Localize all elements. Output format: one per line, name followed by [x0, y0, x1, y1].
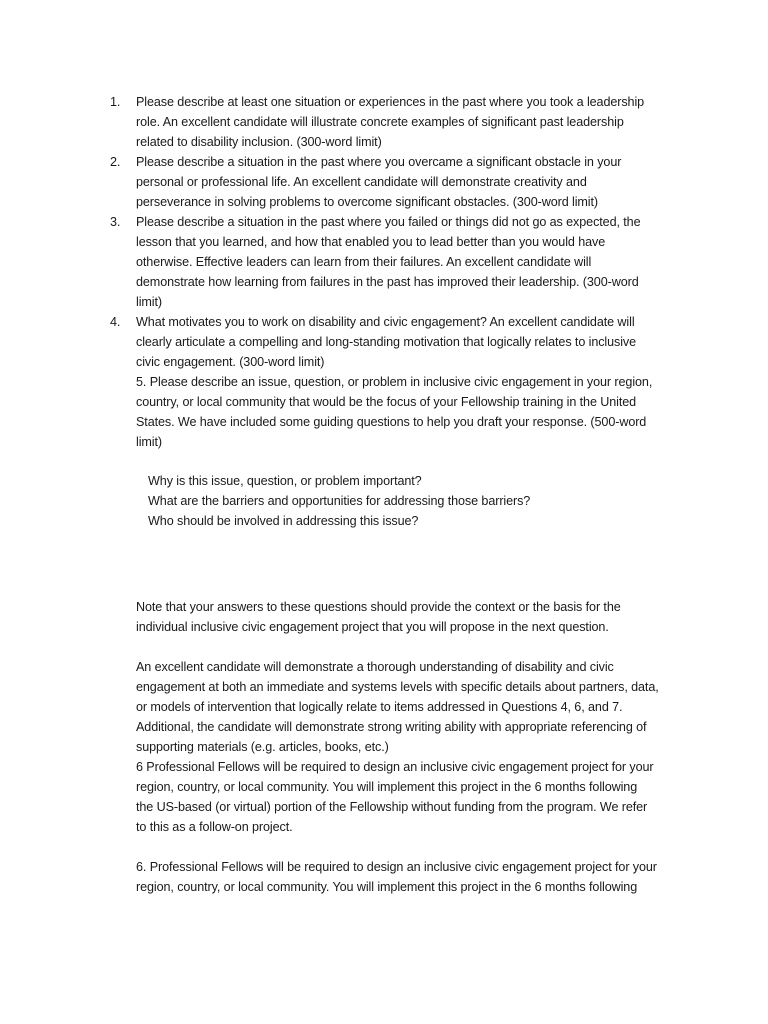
question-item-4	[110, 312, 670, 452]
question-line: perseverance in solving problems to overcome significant obstacles. (300-word limit)	[136, 195, 598, 209]
question-number: 1.	[110, 95, 121, 109]
question-line: What motivates you to work on disability and civic engagement? An excellent candidate will	[136, 315, 635, 329]
question-number: 4.	[110, 315, 121, 329]
question-line: country, or local community that would be the focus of your Fellowship training in the United	[136, 395, 637, 409]
guiding-question: Why is this issue, question, or problem important?	[148, 474, 422, 488]
note-paragraph	[136, 597, 681, 637]
question-line: Please describe a situation in the past where you overcame a significant obstacle in your	[136, 155, 622, 169]
question-line: States. We have included some guiding questions to help you draft your response. (500-word	[136, 415, 647, 429]
paragraph-line: An excellent candidate will demonstrate a thorough understanding of disability and civic	[136, 660, 614, 674]
guiding-questions	[148, 471, 668, 531]
question-list	[110, 92, 670, 452]
question-line: limit)	[136, 435, 162, 449]
question-line: Please describe at least one situation or experiences in the past where you took a leadership	[136, 95, 645, 109]
question-line: personal or professional life. An excellent candidate will demonstrate creativity and	[136, 175, 587, 189]
question-line: Please describe a situation in the past where you failed or things did not go as expected, the	[136, 215, 641, 229]
question-line: lesson that you learned, and how that enabled you to lead better than you would have	[136, 235, 606, 249]
question-item-3	[110, 212, 670, 312]
question-line: related to disability inclusion. (300-word limit)	[136, 135, 382, 149]
question-line: 5. Please describe an issue, question, or problem in inclusive civic engagement in your region,	[136, 375, 653, 389]
paragraph-line: engagement at both an immediate and systems levels with specific details about partners, data,	[136, 680, 659, 694]
question-6-paragraph	[136, 857, 681, 897]
paragraph-line: supporting materials (e.g. articles, books, etc.)	[136, 740, 389, 754]
question-line: civic engagement. (300-word limit)	[136, 355, 325, 369]
question-item-2	[110, 152, 670, 212]
question-number: 3.	[110, 215, 121, 229]
question-line: otherwise. Effective leaders can learn from their failures. An excellent candidate will	[136, 255, 592, 269]
paragraph-line: or models of intervention that logically relate to items addressed in Questions 4, 6, and 7.	[136, 700, 623, 714]
paragraph-line: 6 Professional Fellows will be required to design an inclusive civic engagement project for your	[136, 760, 654, 774]
question-line: limit)	[136, 295, 162, 309]
paragraph-line: Note that your answers to these questions should provide the context or the basis for the	[136, 600, 621, 614]
question-line: role. An excellent candidate will illustrate concrete examples of significant past leadership	[136, 115, 624, 129]
question-line: demonstrate how learning from failures in the past has improved their leadership. (300-word	[136, 275, 639, 289]
guiding-question: Who should be involved in addressing this issue?	[148, 514, 419, 528]
paragraph-line: Additional, the candidate will demonstrate strong writing ability with appropriate referencing of	[136, 720, 647, 734]
paragraph-line: region, country, or local community. You will implement this project in the 6 months following	[136, 880, 638, 894]
question-item-1	[110, 92, 670, 152]
question-line: clearly articulate a compelling and long-standing motivation that logically relates to inclusive	[136, 335, 637, 349]
paragraph-line: individual inclusive civic engagement project that you will propose in the next question.	[136, 620, 609, 634]
paragraph-line: region, country, or local community. You will implement this project in the 6 months following	[136, 780, 638, 794]
paragraph-line: 6. Professional Fellows will be required to design an inclusive civic engagement project for your	[136, 860, 657, 874]
question-number: 2.	[110, 155, 121, 169]
guiding-question: What are the barriers and opportunities for addressing those barriers?	[148, 494, 531, 508]
paragraph-line: to this as a follow-on project.	[136, 820, 293, 834]
paragraph-line: the US-based (or virtual) portion of the Fellowship without funding from the program. We refer	[136, 800, 648, 814]
excellent-candidate-paragraph	[136, 657, 681, 837]
